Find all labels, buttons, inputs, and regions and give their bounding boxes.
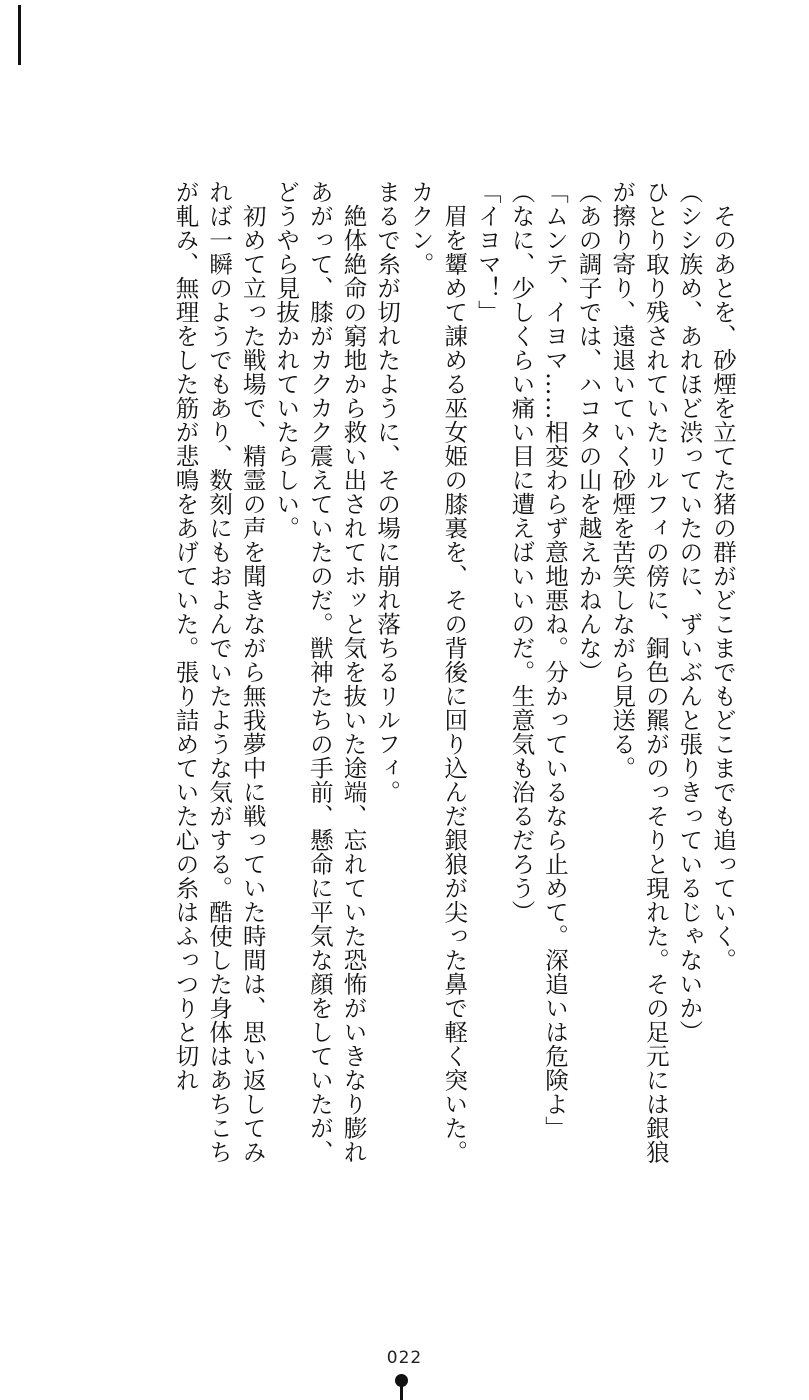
- paragraph-6: （なに、少しくらい痛い目に遭えばいいのだ。生意気も治るだろう）: [507, 180, 536, 924]
- body-text: [168, 180, 739, 1180]
- paragraph-9: カクン。: [406, 180, 435, 276]
- page-marker-tail: [400, 1386, 403, 1400]
- paragraph-3: ひとり取り残されていたリルフィの傍に、銅色の羆がのっそりと現れた。その足元には銀狼が擦り寄り、遠退いていく砂煙を苦笑しながら見送る。: [608, 180, 670, 1164]
- page-number: 022: [386, 1348, 423, 1368]
- paragraph-12: 初めて立った戦場で、精霊の声を聞きながら無我夢中に戦っていた時間は、思い返してみれば一瞬のようでもあり、数刻にもおよんでいたような気がする。酷使した身体はあちこちが軋み、無理をした筋が悲鳴をあげていた。張り詰めていた心の糸はふっつりと切れ: [171, 180, 267, 1164]
- paragraph-11: 絶体絶命の窮地から救い出されてホッと気を抜いた途端、忘れていた恐怖がいきなり膨れあがって、膝がカクカク震えていたのだ。獣神たちの手前、懸命に平気な顔をしていたが、どうやら見抜かれていたらしい。: [272, 180, 368, 1164]
- paragraph-7: 「イヨマ！」: [473, 180, 502, 324]
- paragraph-10: まるで糸が切れたように、その場に崩れ落ちるリルフィ。: [373, 180, 402, 804]
- paragraph-2: （シシ族め、あれほど渋っていたのに、ずいぶんと張りきっているじゃないか）: [675, 180, 704, 1044]
- paragraph-5: 「ムンテ、イヨマ……相変わらず意地悪ね。分かっているなら止めて。深追いは危険よ」: [541, 180, 570, 1140]
- paragraph-4: （あの調子では、ハコタの山を越えかねんな）: [574, 180, 603, 684]
- margin-rule: [18, 5, 21, 65]
- paragraph-1: そのあとを、砂煙を立てた猪の群がどこまでもどこまでも追っていく。: [709, 203, 737, 972]
- paragraph-8: 眉を顰めて諌める巫女姫の膝裏を、その背後に回り込んだ銀狼が尖った鼻で軽く突いた。: [440, 203, 469, 1164]
